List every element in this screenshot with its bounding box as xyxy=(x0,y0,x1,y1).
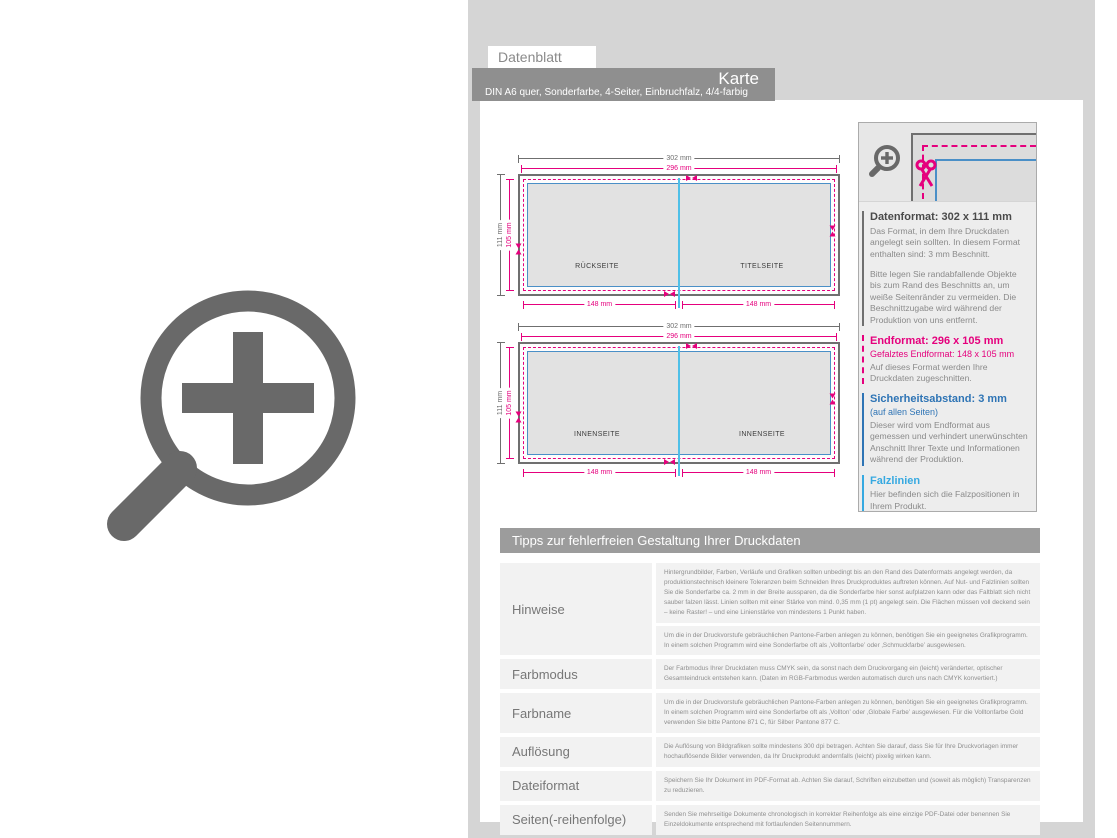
table-row xyxy=(500,693,1040,733)
dim-datenformat-width xyxy=(518,154,840,162)
dim-label: 111 mm xyxy=(497,220,505,250)
zoom-in-icon[interactable] xyxy=(100,262,370,557)
table-row xyxy=(500,771,1040,801)
section-text: Das Format, in dem Ihre Druckdaten angelegt sein sollten. In diesem Format enthalten sind: 3 mm Beschnitt. xyxy=(870,225,1020,259)
datenblatt-tab: Datenblatt xyxy=(488,46,596,68)
fold-line xyxy=(678,346,680,476)
dim-datenformat-height xyxy=(496,342,504,464)
row-label: Seiten(-reihenfolge) xyxy=(500,805,652,835)
title-bar xyxy=(472,68,775,101)
row-label: Farbname xyxy=(500,693,652,733)
section-title: Endformat: 296 x 105 mm xyxy=(870,335,1004,348)
row-text: Um die in der Druckvorstufe gebräuchlichen Pantone-Farben anlegen zu können, benötigen Sie ein geeignetes Grafikprogramm. In einem solchen Programm wird eine Sonderfarbe oft als ‚Vollton’ oder ‚Globale Farbe’ ausgewiesen. Für die Volltonfarbe Gold verwenden Sie bitte Pantone 871 C, für Silber Pantone 877 C. xyxy=(656,693,1040,733)
panel-label-right: INNENSEITE xyxy=(738,431,785,438)
row-text: Hintergrundbilder, Farben, Verläufe und Grafiken sollten unbedingt bis an den Rand des Datenformats angelegt werden, da produktionstechnisch kleinere Toleranzen beim Schneiden Ihres Druckproduktes auftreten können. Auf Nut- und Falzlinien sollten Sie die Sonderfarbe ca. 2 mm in der Breite aussparen, da die Sonderfarbe hier sonst aufplatzen kann oder das Faltblatt sich nicht sauber falzen lässt. Linien sollten mit einer Stärke von mind. 0,35 mm (1 pt) angelegt sein. Die Flächen müssen voll deckend sein – keine Raster! – und eine Linienstärke von mindestens 1 Punkt haben. xyxy=(656,563,1040,623)
dim-endformat-height xyxy=(505,179,513,291)
dim-half-right xyxy=(682,300,835,308)
section-sicherheitsabstand xyxy=(862,393,1028,465)
section-text: Bitte legen Sie randabfallende Objekte bis zum Rand des Beschnitts an, um weiße Seitenränder zu vermeiden. Die Beschnittzugabe wird während der Produktion von uns entfernt. xyxy=(870,269,1017,325)
section-datenformat xyxy=(862,211,1028,326)
dim-label: 105 mm xyxy=(506,387,514,418)
fold-marker-icon xyxy=(664,291,675,297)
dim-half-right xyxy=(682,468,835,476)
section-text: Auf dieses Format werden Ihre Druckdaten zugeschnitten. xyxy=(870,361,988,383)
safety-line xyxy=(935,159,1036,161)
fold-marker-icon xyxy=(686,175,697,181)
card-corner-detail xyxy=(911,133,1036,201)
table-row xyxy=(500,805,1040,835)
row-text: Speichern Sie Ihr Dokument im PDF-Format ab. Achten Sie darauf, Schriften einzubetten und (soweit als möglich) Transparenzen zu reduzieren. xyxy=(656,771,1040,801)
dim-label: 148 mm xyxy=(743,469,774,477)
row-label: Dateiformat xyxy=(500,771,652,801)
dim-label: 148 mm xyxy=(584,469,615,477)
dim-label: 148 mm xyxy=(584,301,615,309)
dim-label: 296 mm xyxy=(663,165,694,173)
table-row xyxy=(500,659,1040,689)
row-label: Hinweise xyxy=(500,563,652,655)
section-title: Datenformat: 302 x 111 mm xyxy=(870,211,1012,223)
dim-label: 302 mm xyxy=(663,155,694,163)
dim-datenformat-width xyxy=(518,322,840,330)
row-label: Auflösung xyxy=(500,737,652,767)
section-subtitle: (auf allen Seiten) xyxy=(870,407,939,418)
fold-marker-icon xyxy=(830,226,836,237)
row-text: Die Auflösung von Bildgrafiken sollte mindestens 300 dpi betragen. Achten Sie darauf, dass Sie für Ihre Druckvorlagen immer hochauflösende Bilder verwenden, da Ihr Druckprodukt andernfalls (leicht) pixelig wirken kann. xyxy=(656,737,1040,767)
section-text: Dieser wird vom Endformat aus gemessen und verhindert unerwünschten Anschnitt Ihrer Texte und Informationen während der Produktion. xyxy=(870,419,1028,465)
fold-marker-icon xyxy=(516,412,522,423)
fold-marker-icon xyxy=(664,459,675,465)
row-text: Um die in der Druckvorstufe gebräuchlichen Pantone-Farben anlegen zu können, benötigen Sie ein geeignetes Grafikprogramm. In einem solchen Programm wird eine Sonderfarbe oft als ‚Volltonfarbe’ oder ‚Schmuckfarbe’ ausgewiesen. xyxy=(656,626,1040,656)
page-title: Karte xyxy=(718,69,759,88)
section-title: Sicherheitsabstand: 3 mm xyxy=(870,393,1007,406)
section-text: Hier befinden sich die Falzpositionen in Ihrem Produkt. xyxy=(870,489,1020,511)
panel-label-left: INNENSEITE xyxy=(573,431,620,438)
dim-endformat-width xyxy=(521,164,837,172)
dim-label: 302 mm xyxy=(663,323,694,331)
table-row xyxy=(500,737,1040,767)
dim-datenformat-height xyxy=(496,174,504,296)
section-subtitle: Gefalztes Endformat: 148 x 105 mm xyxy=(870,348,1015,359)
legend-panel xyxy=(858,122,1037,512)
tips-table xyxy=(500,528,1040,838)
panel-label-left: RÜCKSEITE xyxy=(575,263,619,270)
tips-header: Tipps zur fehlerfreien Gestaltung Ihrer Druckdaten xyxy=(500,528,1040,553)
scissors-icon xyxy=(915,159,937,189)
dim-label: 296 mm xyxy=(663,333,694,341)
section-falzlinien xyxy=(862,475,1028,512)
row-text: Senden Sie mehrseitige Dokumente chronologisch in korrekter Reihenfolge als eine einzige PDF-Datei oder benennen Sie Einzeldokumente entsprechend mit fortlaufenden Seitennummern. xyxy=(656,805,1040,835)
fold-line xyxy=(678,178,680,308)
dim-label: 105 mm xyxy=(506,219,514,250)
dim-endformat-width xyxy=(521,332,837,340)
dim-endformat-height xyxy=(505,347,513,459)
zoom-in-icon xyxy=(868,145,902,181)
row-text: Der Farbmodus Ihrer Druckdaten muss CMYK sein, da sonst nach dem Druckvorgang ein (leicht) veränderter, optischer Gesamteindruck entstehen kann. (Daten im RGB-Farbmodus werden automatisch durch uns nach CMYK konvertiert.) xyxy=(656,659,1040,689)
dim-label: 111 mm xyxy=(497,388,505,418)
dim-half-left xyxy=(523,300,676,308)
panel-label-right: TITELSEITE xyxy=(740,263,784,270)
dim-label: 148 mm xyxy=(743,301,774,309)
table-row xyxy=(500,563,1040,655)
section-endformat xyxy=(862,335,1028,384)
row-label: Farbmodus xyxy=(500,659,652,689)
dim-half-left xyxy=(523,468,676,476)
cut-line xyxy=(922,145,1036,147)
section-title: Falzlinien xyxy=(870,474,921,487)
fold-marker-icon xyxy=(516,244,522,255)
corner-zoom-thumbnail xyxy=(859,123,1036,202)
page-subtitle: DIN A6 quer, Sonderfarbe, 4-Seiter, Einbruchfalz, 4/4-farbig xyxy=(485,87,748,98)
fold-marker-icon xyxy=(686,343,697,349)
fold-marker-icon xyxy=(830,394,836,405)
